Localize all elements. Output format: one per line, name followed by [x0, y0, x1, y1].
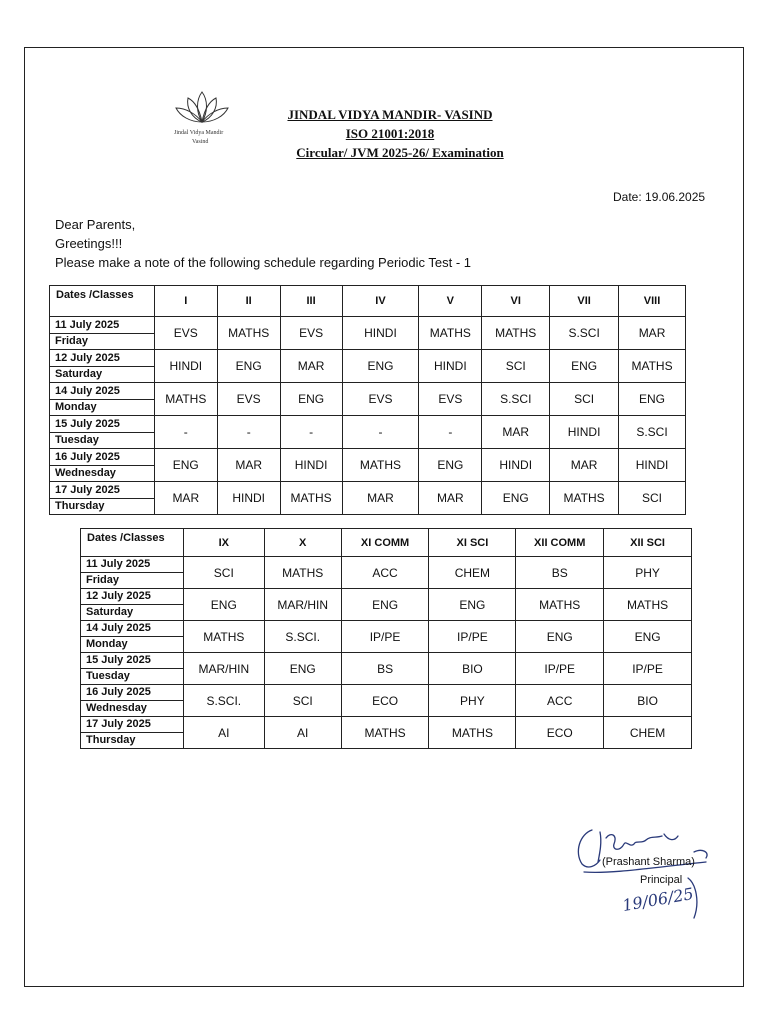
schedule-note: Please make a note of the following schedule regarding Periodic Test - 1 [55, 255, 472, 270]
date-cell [50, 449, 155, 482]
subject-cell: HINDI [619, 449, 686, 482]
exam-day: Friday [86, 574, 120, 586]
subject-cell: - [419, 416, 482, 449]
subject-cell: EVS [154, 317, 217, 350]
subject-cell: BS [516, 557, 604, 589]
exam-day: Wednesday [86, 702, 147, 714]
subject-cell: HINDI [482, 449, 550, 482]
exam-date: 17 July 2025 [50, 483, 154, 499]
circular-number: Circular/ JVM 2025-26/ Examination [296, 145, 504, 160]
exam-date: 16 July 2025 [50, 450, 154, 466]
class-header: XI COMM [341, 529, 429, 557]
exam-date: 14 July 2025 [50, 384, 154, 400]
subject-cell: AI [183, 717, 264, 749]
subject-cell: AI [264, 717, 341, 749]
principal-signature [570, 822, 720, 922]
subject-cell: MAR [482, 416, 550, 449]
subject-cell: MAR [154, 482, 217, 515]
schedule-table-primary [49, 285, 686, 515]
subject-cell: MATHS [604, 589, 692, 621]
logo-text-line1: Jindal Vidya Mandir [174, 130, 224, 136]
subject-cell: ENG [619, 383, 686, 416]
subject-cell: CHEM [429, 557, 516, 589]
principal-name: (Prashant Sharma) [602, 856, 695, 868]
schedule-row [81, 621, 692, 653]
subject-cell: HINDI [217, 482, 280, 515]
subject-cell: MAR [280, 350, 342, 383]
iso-number: ISO 21001:2018 [345, 126, 435, 141]
subject-cell: ENG [154, 449, 217, 482]
class-header: XI SCI [429, 529, 516, 557]
schedule-row [50, 449, 686, 482]
signature-date: 19/06/25 [620, 883, 695, 916]
exam-date: 15 July 2025 [50, 417, 154, 433]
subject-cell: S.SCI [482, 383, 550, 416]
subject-cell: IP/PE [341, 621, 429, 653]
exam-date: 11 July 2025 [81, 557, 183, 573]
class-header: IX [183, 529, 264, 557]
lotus-icon [162, 88, 242, 128]
subject-cell: MAR [342, 482, 419, 515]
subject-cell: MATHS [619, 350, 686, 383]
subject-cell: ECO [516, 717, 604, 749]
circular-date: Date: 19.06.2025 [613, 190, 706, 204]
exam-day: Tuesday [55, 433, 99, 446]
subject-cell: ENG [429, 589, 516, 621]
greeting: Greetings!!! [55, 236, 123, 251]
subject-cell: MATHS [154, 383, 217, 416]
subject-cell: ACC [341, 557, 429, 589]
subject-cell: MAR [550, 449, 619, 482]
schedule-row [81, 717, 692, 749]
schedule-row [50, 416, 686, 449]
exam-date: 12 July 2025 [50, 351, 154, 367]
exam-date: 17 July 2025 [81, 717, 183, 733]
subject-cell: ENG [342, 350, 419, 383]
schedule-row [81, 557, 692, 589]
class-header: XII COMM [516, 529, 604, 557]
subject-cell: SCI [619, 482, 686, 515]
date-cell [81, 717, 184, 749]
subject-cell: MATHS [264, 557, 341, 589]
subject-cell: IP/PE [604, 653, 692, 685]
subject-cell: - [280, 416, 342, 449]
subject-cell: PHY [604, 557, 692, 589]
subject-cell: S.SCI [619, 416, 686, 449]
subject-cell: ENG [183, 589, 264, 621]
subject-cell: - [342, 416, 419, 449]
salutation: Dear Parents, [55, 217, 136, 232]
subject-cell: MATHS [280, 482, 342, 515]
exam-day: Thursday [55, 499, 105, 512]
logo-text-line2: Vasind [192, 139, 209, 145]
school-name: JINDAL VIDYA MANDIR- VASIND [287, 107, 493, 122]
date-cell [50, 383, 155, 416]
exam-day: Friday [55, 334, 89, 347]
exam-day: Saturday [55, 367, 103, 380]
class-header: III [280, 286, 342, 317]
subject-cell: HINDI [342, 317, 419, 350]
subject-cell: SCI [550, 383, 619, 416]
subject-cell: MATHS [482, 317, 550, 350]
date-column-header: Dates /Classes [50, 286, 155, 317]
subject-cell: ENG [550, 350, 619, 383]
school-logo [162, 88, 242, 152]
subject-cell: ENG [280, 383, 342, 416]
subject-cell: ENG [264, 653, 341, 685]
subject-cell: MATHS [183, 621, 264, 653]
class-header: VIII [619, 286, 686, 317]
subject-cell: MATHS [429, 717, 516, 749]
class-header: VI [482, 286, 550, 317]
exam-day: Thursday [86, 734, 136, 746]
exam-day: Monday [86, 638, 128, 650]
subject-cell: MATHS [341, 717, 429, 749]
subject-cell: HINDI [419, 350, 482, 383]
class-header: I [154, 286, 217, 317]
subject-cell: S.SCI. [264, 621, 341, 653]
subject-cell: MAR [419, 482, 482, 515]
subject-cell: HINDI [550, 416, 619, 449]
subject-cell: SCI [264, 685, 341, 717]
date-cell [81, 589, 184, 621]
subject-cell: - [217, 416, 280, 449]
class-header: V [419, 286, 482, 317]
schedule-row [81, 653, 692, 685]
schedule-row [50, 317, 686, 350]
exam-date: 16 July 2025 [81, 685, 183, 701]
subject-cell: BIO [429, 653, 516, 685]
exam-day: Wednesday [55, 466, 116, 479]
date-cell [81, 621, 184, 653]
date-cell [81, 685, 184, 717]
subject-cell: BS [341, 653, 429, 685]
subject-cell: MAR [619, 317, 686, 350]
subject-cell: ENG [419, 449, 482, 482]
subject-cell: HINDI [154, 350, 217, 383]
schedule-row [50, 383, 686, 416]
schedule-row [81, 589, 692, 621]
subject-cell: ENG [516, 621, 604, 653]
date-cell [81, 653, 184, 685]
subject-cell: EVS [342, 383, 419, 416]
subject-cell: EVS [217, 383, 280, 416]
date-column-header: Dates /Classes [81, 529, 184, 557]
subject-cell: EVS [419, 383, 482, 416]
date-cell [50, 317, 155, 350]
subject-cell: IP/PE [516, 653, 604, 685]
subject-cell: MATHS [217, 317, 280, 350]
subject-cell: MATHS [342, 449, 419, 482]
principal-title: Principal [640, 874, 683, 886]
subject-cell: SCI [183, 557, 264, 589]
subject-cell: S.SCI. [183, 685, 264, 717]
subject-cell: IP/PE [429, 621, 516, 653]
subject-cell: PHY [429, 685, 516, 717]
subject-cell: ENG [341, 589, 429, 621]
subject-cell: BIO [604, 685, 692, 717]
subject-cell: MATHS [550, 482, 619, 515]
exam-date: 14 July 2025 [81, 621, 183, 637]
exam-day: Tuesday [86, 670, 130, 682]
subject-cell: S.SCI [550, 317, 619, 350]
schedule-row [50, 350, 686, 383]
class-header: IV [342, 286, 419, 317]
exam-date: 15 July 2025 [81, 653, 183, 669]
exam-date: 11 July 2025 [50, 318, 154, 334]
schedule-row [81, 685, 692, 717]
schedule-row [50, 482, 686, 515]
subject-cell: ACC [516, 685, 604, 717]
subject-cell: EVS [280, 317, 342, 350]
class-header: II [217, 286, 280, 317]
exam-date: 12 July 2025 [81, 589, 183, 605]
subject-cell: ENG [604, 621, 692, 653]
date-cell [50, 416, 155, 449]
subject-cell: CHEM [604, 717, 692, 749]
subject-cell: SCI [482, 350, 550, 383]
subject-cell: MAR [217, 449, 280, 482]
subject-cell: HINDI [280, 449, 342, 482]
subject-cell: MATHS [516, 589, 604, 621]
class-header: X [264, 529, 341, 557]
class-header: VII [550, 286, 619, 317]
exam-day: Saturday [86, 606, 134, 618]
subject-cell: MAR/HIN [183, 653, 264, 685]
class-header: XII SCI [604, 529, 692, 557]
date-cell [50, 350, 155, 383]
subject-cell: ENG [217, 350, 280, 383]
subject-cell: - [154, 416, 217, 449]
date-cell [50, 482, 155, 515]
exam-day: Monday [55, 400, 97, 413]
schedule-table-secondary [80, 528, 692, 749]
subject-cell: MATHS [419, 317, 482, 350]
subject-cell: ENG [482, 482, 550, 515]
date-cell [81, 557, 184, 589]
subject-cell: MAR/HIN [264, 589, 341, 621]
subject-cell: ECO [341, 685, 429, 717]
